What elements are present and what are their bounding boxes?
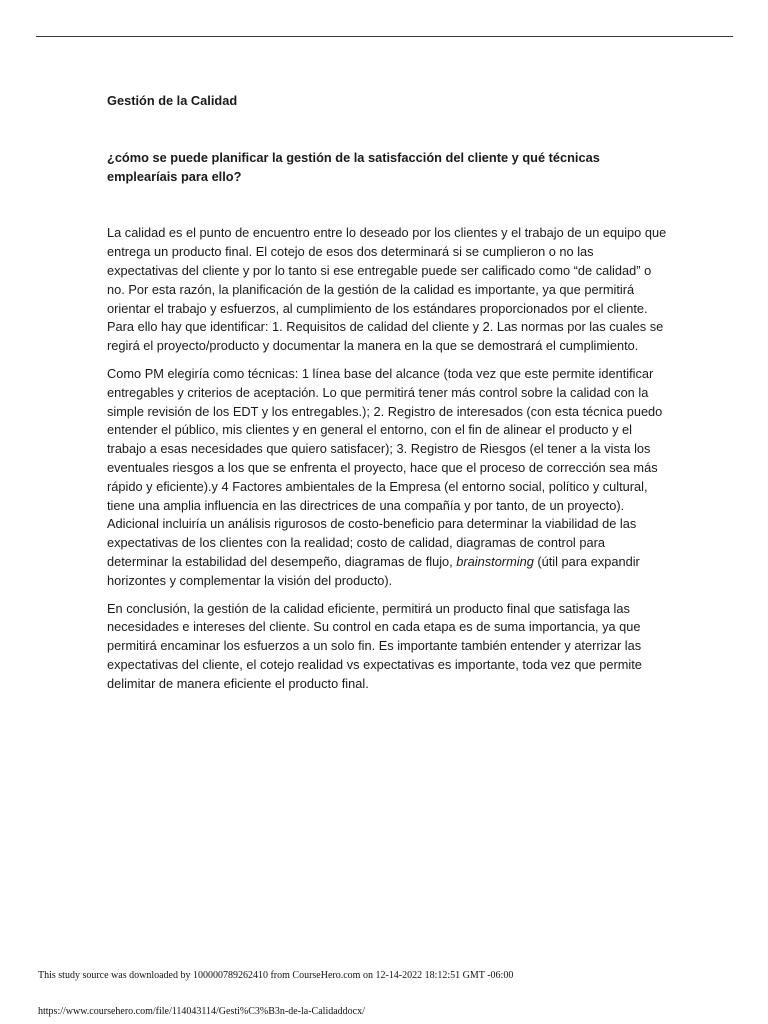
document-title: Gestión de la Calidad <box>107 93 238 108</box>
footer-url[interactable]: https://www.coursehero.com/file/114043114/Gesti%C3%B3n-de-la-Calidaddocx/ <box>38 1006 365 1017</box>
paragraph-techniques-text: Como PM elegiría como técnicas: 1 línea base del alcance (toda vez que este permite identificar entregables y criterios de aceptación. Lo que permitirá tener más control sobre la calidad con la simple revisión de los EDT y los entregables.); 2. Registro de interesados (con esta técnica puedo entender el público, mis clientes y en general el entorno, con el fin de alinear el producto y el trabajo a esas necesidades que quiero satisfacer); 3. Registro de Riesgos (el tener a la vista los eventuales riesgos a los que se enfrenta el proyecto, hace que el proceso de corrección sea más rápido y eficiente).y 4 Factores ambientales de la Empresa (el entorno social, político y cultural, tiene una amplia influencia en las directrices de una compañía y por tanto, de un proyecto). Adicional incluiría un análisis rigurosos de costo-beneficio para determinar la viabilidad de las expectativas de los clientes con la realidad; costo de calidad, diagramas de control para determinar la estabilidad del desempeño, diagramas de flujo, <box>107 365 663 569</box>
header-divider <box>36 36 733 37</box>
footer-source-note: This study source was downloaded by 100000789262410 from CourseHero.com on 12-14-2022 18:12:51 GMT -06:00 <box>38 970 514 981</box>
document-question: ¿cómo se puede planificar la gestión de la satisfacción del cliente y qué técnicas emplearíais para ello? <box>107 149 600 184</box>
document-body <box>107 92 667 694</box>
paragraph-techniques-italic: brainstorming <box>456 553 534 569</box>
paragraph-intro: La calidad es el punto de encuentro entre lo deseado por los clientes y el trabajo de un equipo que entrega un producto final. El cotejo de esos dos determinará si se cumplieron o no las expectativas del cliente y por lo tanto si ese entregable puede ser calificado como “de calidad” o no. Por esta razón, la planificación de la gestión de la calidad es importante, ya que permitirá orientar el trabajo y esfuerzos, al cumplimiento de los estándares proporcionados por el cliente. Para ello hay que identificar: 1. Requisitos de calidad del cliente y 2. Las normas por las cuales se regirá el proyecto/producto y documentar la manera en la que se demostrará el cumplimiento. <box>107 225 667 354</box>
paragraph-conclusion: En conclusión, la gestión de la calidad eficiente, permitirá un producto final que satisfaga las necesidades e intereses del cliente. Su control en cada etapa es de suma importancia, ya que permitirá encaminar los esfuerzos a un solo fin. Es importante también entender y aterrizar las expectativas del cliente, el cotejo realidad vs expectativas es importante, toda vez que permite delimitar de manera eficiente el producto final. <box>107 600 642 691</box>
paragraph-techniques <box>107 365 667 591</box>
paragraph-techniques-text-end: (útil para expandir horizontes y complementar la visión del producto). <box>107 553 640 588</box>
